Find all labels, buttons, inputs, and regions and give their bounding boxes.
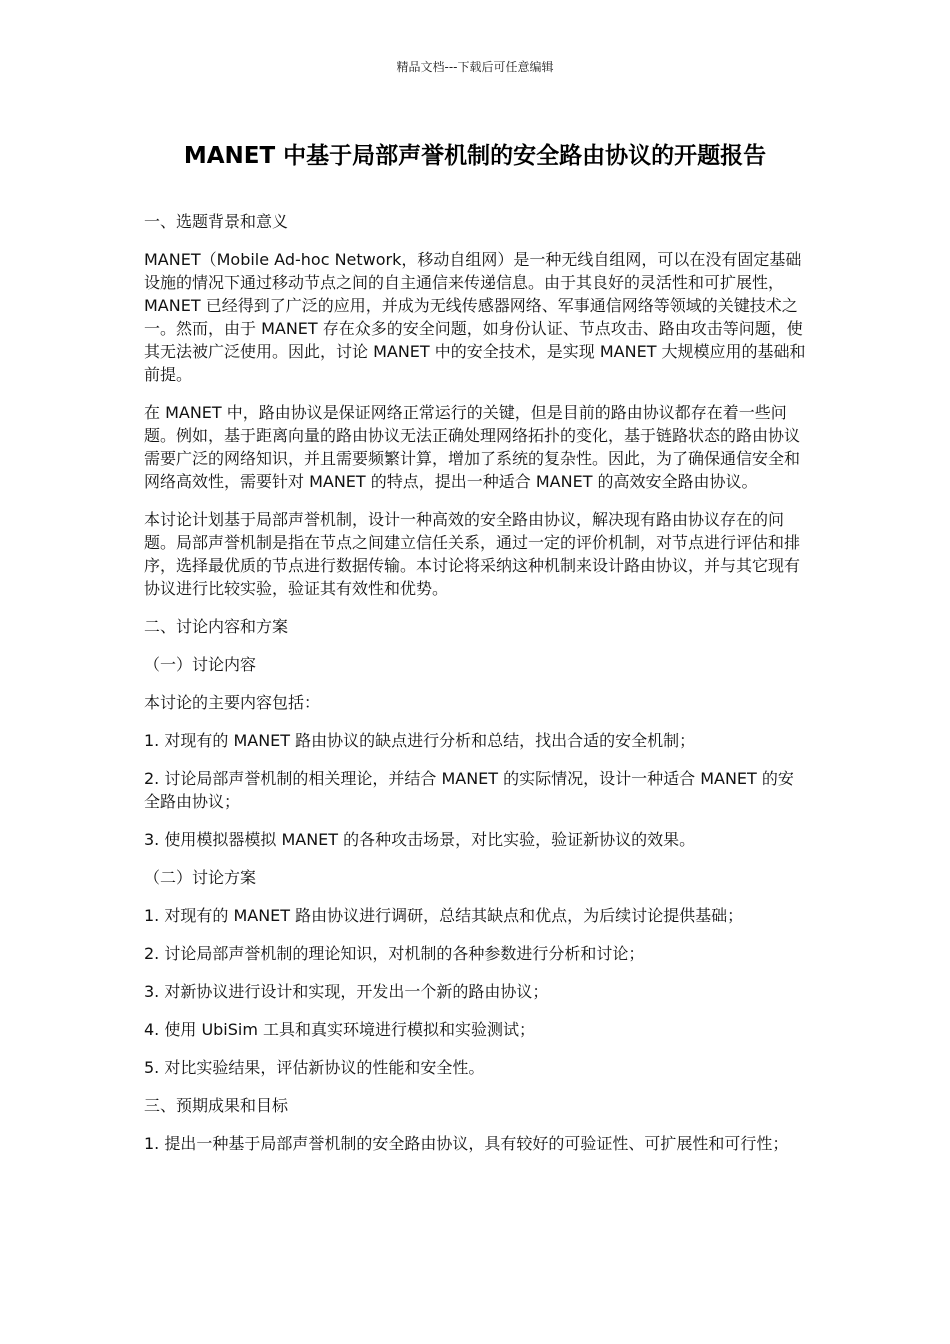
paragraph: MANET（Mobile Ad-hoc Network，移动自组网）是一种无线自组网，可以在没有固定基础设施的情况下通过移动节点之间的自主通信来传递信息。由于其良好的灵活性和可扩展性，MANET 已经得到了广泛的应用，并成为无线传感器网络、军事通信网络等领域的关键技术之一。然而，由于 MANET 存在众多的安全问题，如身份认证、节点攻击、路由攻击等问题，使其无法被广泛使用。因此，讨论 MANET 中的安全技术，是实现 MANET 大规模应用的基础和前提。 xyxy=(144,250,806,384)
section-heading-content: 二、讨论内容和方案 xyxy=(144,617,289,636)
list-item: 1. 对现有的 MANET 路由协议的缺点进行分析和总结，找出合适的安全机制； xyxy=(144,731,696,750)
paragraph: 在 MANET 中，路由协议是保证网络正常运行的关键，但是目前的路由协议都存在着一些问题。例如，基于距离向量的路由协议无法正确处理网络拓扑的变化，基于链路状态的路由协议需要广泛的网络知识，并且需要频繁计算，增加了系统的复杂性。因此，为了确保通信安全和网络高效性，需要针对 MANET 的特点，提出一种适合 MANET 的高效安全路由协议。 xyxy=(144,403,801,491)
list-item: 4. 使用 UbiSim 工具和真实环境进行模拟和实验测试； xyxy=(144,1020,536,1039)
header-note: 精品文档---下载后可任意编辑 xyxy=(396,60,554,74)
document-body xyxy=(144,210,808,1170)
paragraph: 本讨论计划基于局部声誉机制，设计一种高效的安全路由协议，解决现有路由协议存在的问题。局部声誉机制是指在节点之间建立信任关系，通过一定的评价机制，对节点进行评估和排序，选择最优质的节点进行数据传输。本讨论将采纳这种机制来设计路由协议，并与其它现有协议进行比较实验，验证其有效性和优势。 xyxy=(144,510,801,598)
list-item: 1. 提出一种基于局部声誉机制的安全路由协议，具有较好的可验证性、可扩展性和可行性； xyxy=(144,1134,789,1153)
section-heading-goals: 三、预期成果和目标 xyxy=(144,1096,289,1115)
section-heading-background: 一、选题背景和意义 xyxy=(144,212,289,231)
list-item: 2. 讨论局部声誉机制的理论知识，对机制的各种参数进行分析和讨论； xyxy=(144,944,645,963)
list-item: 1. 对现有的 MANET 路由协议进行调研，总结其缺点和优点，为后续讨论提供基础； xyxy=(144,906,744,925)
list-item: 3. 使用模拟器模拟 MANET 的各种攻击场景，对比实验，验证新协议的效果。 xyxy=(144,830,696,849)
list-item: 5. 对比实验结果，评估新协议的性能和安全性。 xyxy=(144,1058,485,1077)
list-item: 2. 讨论局部声誉机制的相关理论，并结合 MANET 的实际情况，设计一种适合 MANET 的安全路由协议； xyxy=(144,769,794,811)
paragraph: 本讨论的主要内容包括： xyxy=(144,693,321,712)
document-title: MANET 中基于局部声誉机制的安全路由协议的开题报告 xyxy=(183,143,767,169)
subsection-heading-content: （一）讨论内容 xyxy=(144,655,257,674)
list-item: 3. 对新协议进行设计和实现，开发出一个新的路由协议； xyxy=(144,982,549,1001)
subsection-heading-plan: （二）讨论方案 xyxy=(144,868,257,887)
